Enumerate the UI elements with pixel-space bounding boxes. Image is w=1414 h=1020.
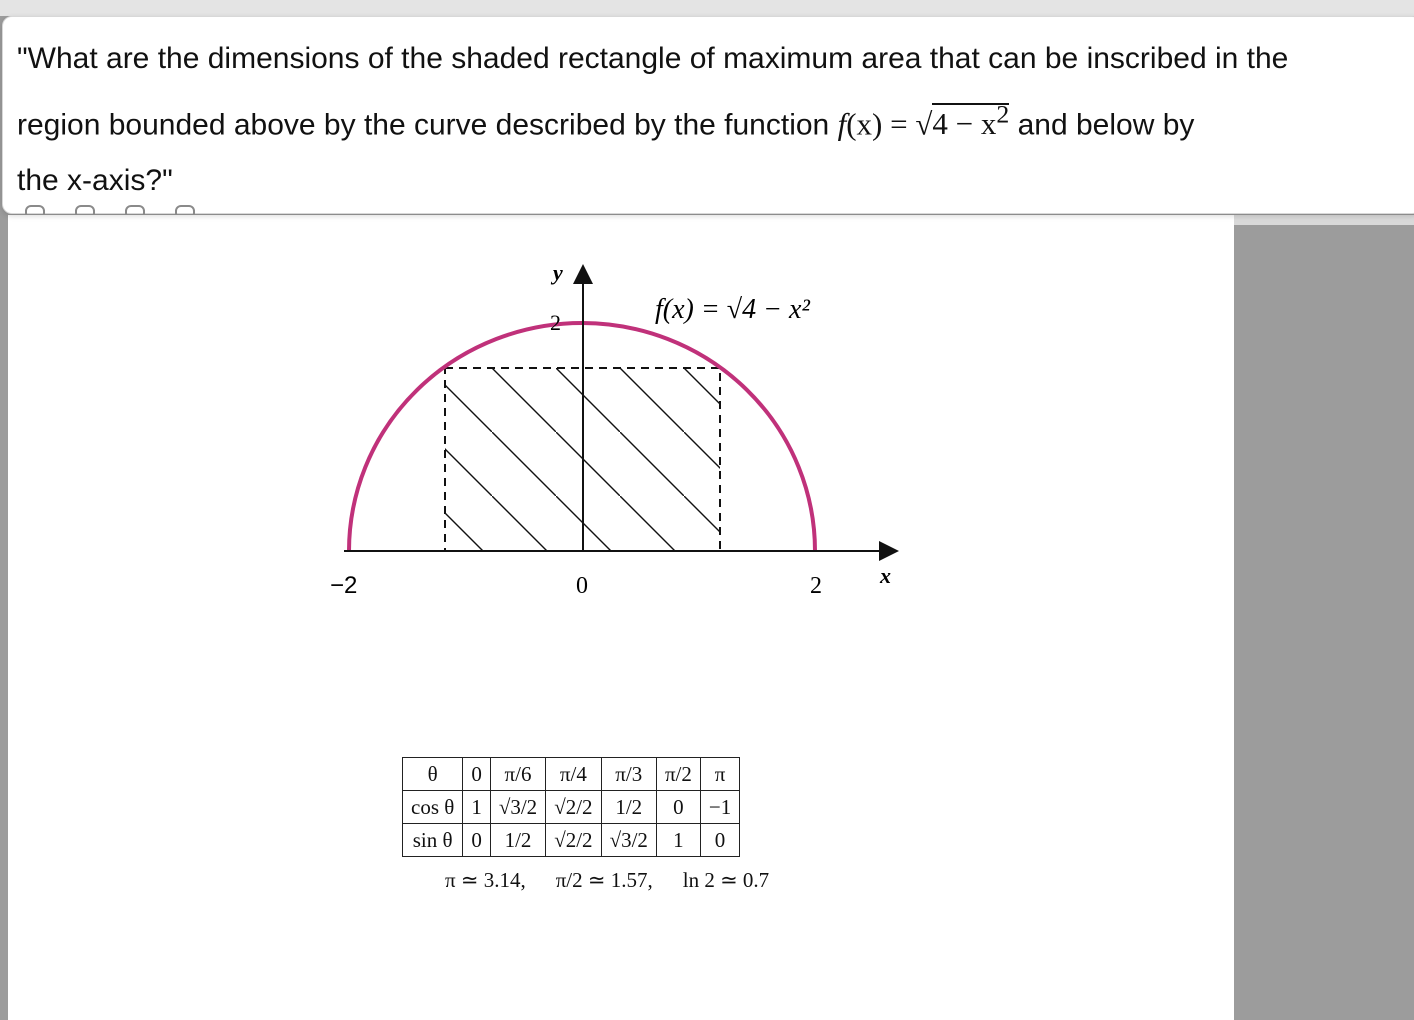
top-strip: [0, 0, 1414, 16]
table-row-header: cos θ: [403, 791, 463, 824]
share-icon[interactable]: [125, 205, 145, 215]
table-row: [403, 758, 740, 791]
x-tick-label-0: 0: [576, 573, 588, 599]
table-cell: √3/2: [601, 824, 656, 857]
table-cell: √3/2: [490, 791, 545, 824]
question-text: [17, 31, 1387, 209]
copy-icon[interactable]: [25, 205, 45, 215]
table-cell: 1/2: [490, 824, 545, 857]
x-tick-label-2: 2: [810, 573, 822, 599]
y-tick-label: 2: [550, 310, 561, 335]
question-bubble: [2, 16, 1414, 214]
table-cell: 0: [463, 758, 491, 791]
table-cell: √2/2: [546, 824, 601, 857]
table-cell: π/3: [601, 758, 656, 791]
table-row-header: sin θ: [403, 824, 463, 857]
semicircle-figure: [300, 240, 920, 620]
question-line-1: "What are the dimensions of the shaded rectangle of maximum area that can be inscribed in the: [17, 42, 1289, 75]
x-axis-label: x: [880, 563, 891, 588]
table-cell: 1: [656, 824, 700, 857]
constant-ln2: ln 2 ≃ 0.7: [682, 868, 770, 892]
table-cell: 0: [463, 824, 491, 857]
constant-pi: π ≃ 3.14,: [445, 868, 526, 892]
table-row-header: θ: [403, 758, 463, 791]
table-cell: −1: [700, 791, 739, 824]
table-cell: 1: [463, 791, 491, 824]
question-line-2-start: region bounded above by the curve described by the function: [17, 108, 838, 142]
function-formula: $f(x) = √4 - x^2$: [837, 100, 1010, 142]
question-line-3: the x-axis?": [17, 164, 173, 198]
table-cell: 1/2: [601, 791, 656, 824]
function-label: f(x) = √4 − x²: [655, 294, 810, 325]
table-row: [403, 791, 740, 824]
x-tick-label-neg2: −2: [330, 572, 358, 599]
table-cell: π/2: [656, 758, 700, 791]
table-cell: 0: [656, 791, 700, 824]
message-action-icons: [25, 205, 225, 215]
table-cell: √2/2: [546, 791, 601, 824]
table-cell: 0: [700, 824, 739, 857]
table-cell: π/4: [546, 758, 601, 791]
question-line-2-end: and below by: [1009, 108, 1195, 142]
table-cell: π/6: [490, 758, 545, 791]
refresh-icon[interactable]: [175, 205, 195, 215]
table-row: [403, 824, 740, 857]
constant-pi-half: π/2 ≃ 1.57,: [555, 868, 653, 892]
constants-line: [445, 868, 799, 893]
table-cell: π: [700, 758, 739, 791]
edit-icon[interactable]: [75, 205, 95, 215]
gutter: [1234, 215, 1414, 225]
trig-values-table: [402, 757, 740, 857]
y-axis-label: y: [553, 260, 563, 285]
